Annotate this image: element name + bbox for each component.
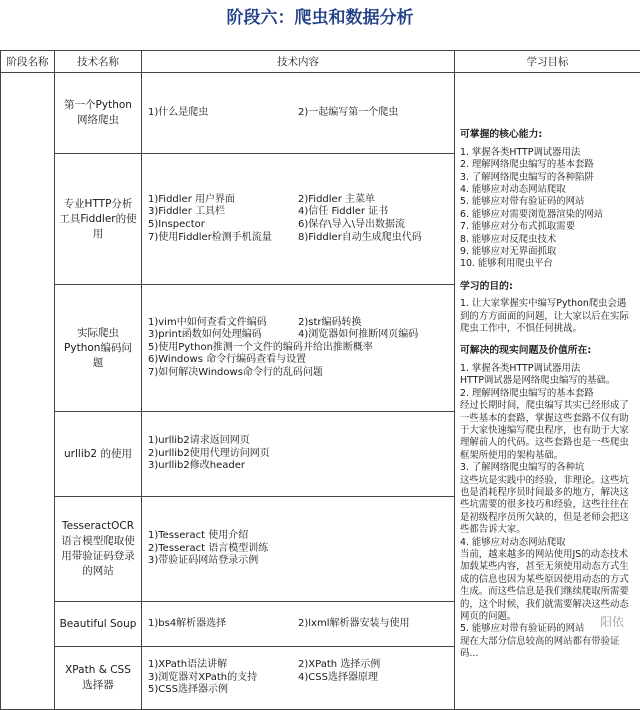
list-item: 2. 理解网络爬虫编写的基本套路 — [460, 159, 635, 171]
content-line: 2)urllib2使用代理访问网页 — [148, 448, 454, 461]
content-line: 5)使用Python推测一个文件的编码并给出推断概率 — [148, 342, 454, 355]
content-line: 1)vim中如何查看文件编码 — [148, 317, 298, 330]
list-item: 1. 掌握各类HTTP调试器用法 — [460, 147, 635, 159]
content-line: 3)urllib2修改header — [148, 460, 454, 473]
purpose-heading: 学习的目的: — [460, 281, 635, 293]
list-item: 3. 了解网络爬虫编写的各种陷阱 — [460, 172, 635, 184]
solve-item: 这些坑是实践中的经验，非理论。这些坑也是消耗程序员时间最多的地方，解决这些坑需要的很多技巧和经验，这些往往在是初级程序员所欠缺的，但是老师会把这些都告诉大家。 — [460, 475, 635, 537]
solve-item: 当前，越来越多的网站使用JS的动态技术加载某些内容，甚至无须使用动态方式生成的信息也因为某些原因使用动态的方式生成。而这些信息是我们继续爬取所需要的，这个时候，我们就需要解决这些动态网页的问题。 — [460, 549, 635, 623]
tech-name: TesseractOCR语言模型爬取使用带验证码登录的网站 — [55, 497, 142, 602]
content-line: 1)Fiddler 用户界面 — [148, 194, 298, 207]
curriculum-table — [0, 50, 640, 710]
content-line: 1)什么是爬虫 — [148, 107, 298, 120]
stage-cell — [1, 73, 55, 710]
page-title: 阶段六：爬虫和数据分析 — [0, 0, 640, 40]
content-line: 5)Inspector — [148, 219, 298, 232]
watermark: 阳依 — [600, 613, 624, 630]
purpose-text: 1. 让大家掌握实中编写Python爬虫会遇到的方方面面的问题，让大家以后在实际爬虫工作中，不惧任何挑战。 — [460, 298, 635, 335]
solve-item: 3. 了解网络爬虫编写的各种坑 — [460, 462, 635, 474]
tech-content — [142, 412, 455, 497]
solve-item: 4. 能够应对动态网站爬取 — [460, 537, 635, 549]
header-tech: 技术名称 — [55, 51, 142, 73]
list-item: 5. 能够应对带有验证码的网站 — [460, 196, 635, 208]
content-line: 1)urllib2请求返回网页 — [148, 435, 454, 448]
solve-item: 5. 能够应对带有验证码的网站 — [460, 623, 635, 635]
content-line: 1)bs4解析器选择 — [148, 618, 298, 631]
content-line: 7)如何解决Windows命令行的乱码问题 — [148, 367, 454, 380]
tech-content — [142, 73, 455, 154]
content-line: 4)浏览器如何推断网页编码 — [298, 329, 454, 342]
content-line: 2)lxml解析器安装与使用 — [298, 618, 454, 631]
tech-name: urllib2 的使用 — [55, 412, 142, 497]
table-row — [1, 73, 640, 154]
content-line: 1)Tesseract 使用介绍 — [148, 530, 454, 543]
list-item: 8. 能够应对反爬虫技术 — [460, 234, 635, 246]
content-line: 3)print函数如何处理编码 — [148, 329, 298, 342]
content-line: 1)XPath语法讲解 — [148, 659, 298, 672]
header-row — [1, 51, 640, 73]
content-line: 3)Fiddler 工具栏 — [148, 206, 298, 219]
solve-item: 经过长期时间，爬虫编写其实已经形成了一些基本的套路，掌握这些套路不仅有助于大家快速编写爬虫程序，也有助于大家理解前人的代码。这些套路也是一些爬虫框架所使用的架构基础。 — [460, 400, 635, 462]
content-line: 2)XPath 选择示例 — [298, 659, 454, 672]
header-goals: 学习目标 — [455, 51, 640, 73]
content-line: 4)CSS选择器原理 — [298, 672, 454, 685]
solve-item: 1. 掌握各类HTTP调试器用法 — [460, 363, 635, 375]
tech-content — [142, 602, 455, 647]
tech-name: 实际爬虫Python编码问题 — [55, 285, 142, 412]
solve-item: HTTP调试器是网络爬虫编写的基础。 — [460, 375, 635, 387]
content-line: 4)信任 Fiddler 证书 — [298, 206, 454, 219]
list-item: 6. 能够应对需要浏览器渲染的网站 — [460, 209, 635, 221]
content-line: 7)使用Fiddler检测手机流量 — [148, 232, 298, 245]
tech-name: 专业HTTP分析工具Fiddler的使用 — [55, 154, 142, 285]
content-line: 3)浏览器对XPath的支持 — [148, 672, 298, 685]
tech-name: XPath & CSS 选择器 — [55, 647, 142, 710]
content-line: 3)带验证码网站登录示例 — [148, 555, 454, 568]
list-item: 7. 能够应对分布式抓取需要 — [460, 221, 635, 233]
tech-name: Beautiful Soup — [55, 602, 142, 647]
solve-heading: 可解决的现实问题及价值所在: — [460, 345, 635, 357]
list-item: 10. 能够利用爬虫平台 — [460, 258, 635, 270]
content-line: 6)保存\导入\导出数据流 — [298, 219, 454, 232]
tech-content — [142, 154, 455, 285]
tech-name: 第一个Python网络爬虫 — [55, 73, 142, 154]
content-line: 2)Tesseract 语言模型训练 — [148, 543, 454, 556]
content-line: 5)CSS选择器示例 — [148, 684, 298, 697]
content-line: 2)Fiddler 主菜单 — [298, 194, 454, 207]
list-item: 4. 能够应对动态网站爬取 — [460, 184, 635, 196]
tech-content — [142, 497, 455, 602]
content-line: 2)一起编写第一个爬虫 — [298, 107, 454, 120]
content-line: 2)str编码转换 — [298, 317, 454, 330]
header-stage: 阶段名称 — [1, 51, 55, 73]
tech-content — [142, 285, 455, 412]
core-abilities-heading: 可掌握的核心能力: — [460, 129, 635, 141]
tech-content — [142, 647, 455, 710]
solve-item: 2. 理解网络爬虫编写的基本套路 — [460, 388, 635, 400]
content-line: 6)Windows 命令行编码查看与设置 — [148, 354, 454, 367]
solve-item: 现在大部分信息较高的网站都有带验证码... — [460, 636, 635, 661]
header-content: 技术内容 — [142, 51, 455, 73]
content-line: 8)Fiddler自动生成爬虫代码 — [298, 232, 454, 245]
list-item: 9. 能够应对无界面抓取 — [460, 246, 635, 258]
